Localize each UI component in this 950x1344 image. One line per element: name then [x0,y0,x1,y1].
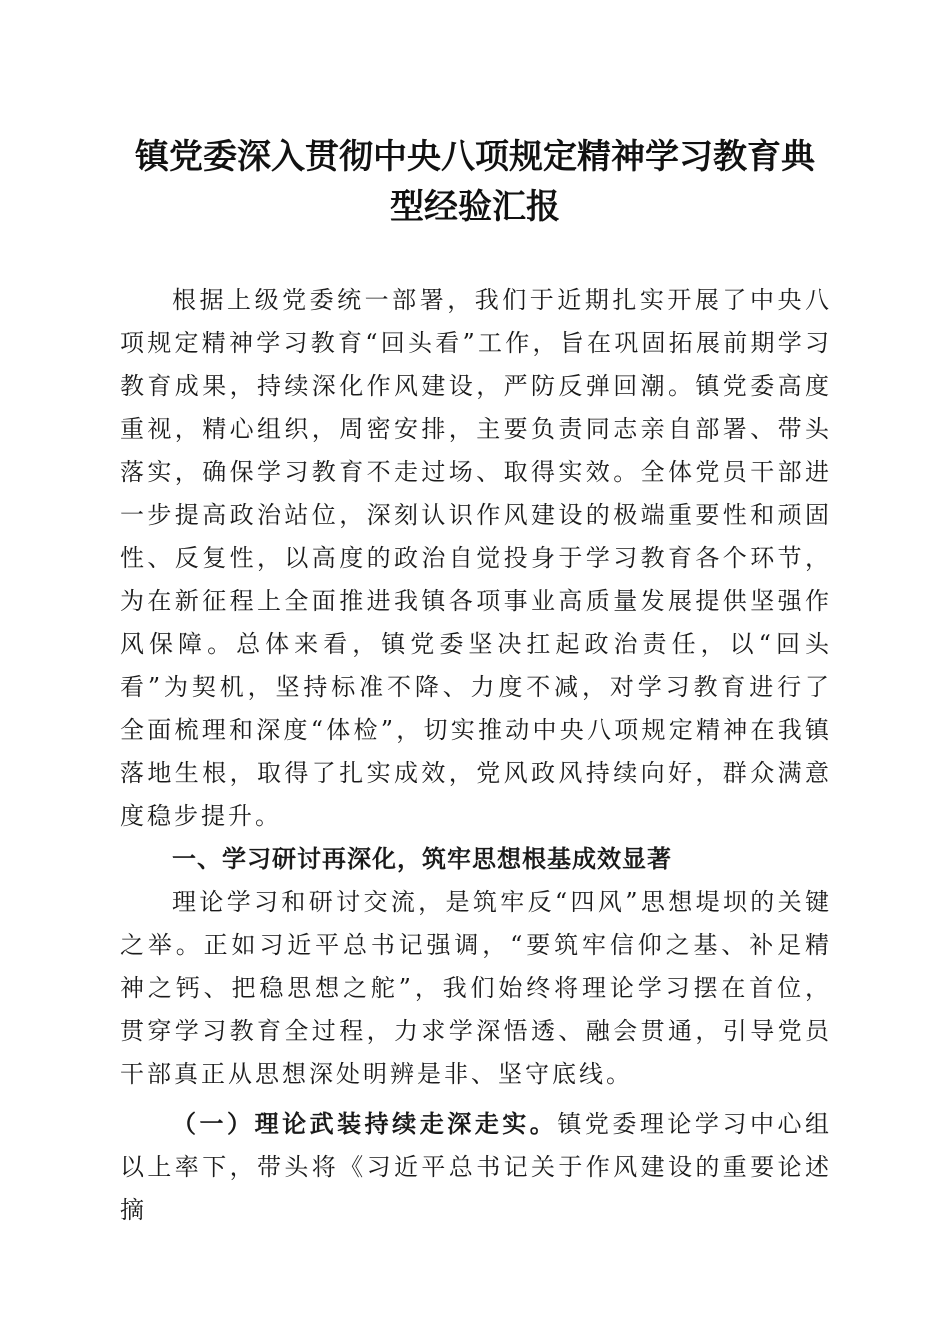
title-line-1: 镇党委深入贯彻中央八项规定精神学习教育典 [135,137,815,177]
subsection-1-paragraph [120,1102,832,1232]
document-title [100,132,850,232]
subsection-1-heading: （一）理论武装持续走深走实。 [172,1109,558,1138]
document-body [120,279,832,1232]
section-1-heading: 一、学习研讨再深化，筑牢思想根基成效显著 [172,845,672,873]
subsection-1-text: 镇党委理论学习中心组以上率下，带头将《习近平总书记关于作风建设的重要论述摘 [120,1110,833,1224]
intro-paragraph: 根据上级党委统一部署，我们于近期扎实开展了中央八项规定精神学习教育“回头看”工作，旨在巩固拓展前期学习教育成果，持续深化作风建设，严防反弹回潮。镇党委高度重视，精心组织，周密安排，主要负责同志亲自部署、带头落实，确保学习教育不走过场、取得实效。全体党员干部进一步提高政治站位，深刻认识作风建设的极端重要性和顽固性、反复性，以高度的政治自觉投身于学习教育各个环节，为在新征程上全面推进我镇各项事业高质量发展提供坚强作风保障。总体来看，镇党委坚决扛起政治责任，以“回头看”为契机，坚持标准不降、力度不减，对学习教育进行了全面梳理和深度“体检”，切实推动中央八项规定精神在我镇落地生根，取得了扎实成效，党风政风持续向好，群众满意度稳步提升。 [120,286,832,830]
title-line-2: 型经验汇报 [390,187,560,227]
section-1-paragraph: 理论学习和研讨交流，是筑牢反“四风”思想堤坝的关键之举。正如习近平总书记强调，“要筑牢信仰之基、补足精神之钙、把稳思想之舵”，我们始终将理论学习摆在首位，贯穿学习教育全过程，力求学深悟透、融会贯通，引导党员干部真正从思想深处明辨是非、坚守底线。 [120,888,832,1088]
